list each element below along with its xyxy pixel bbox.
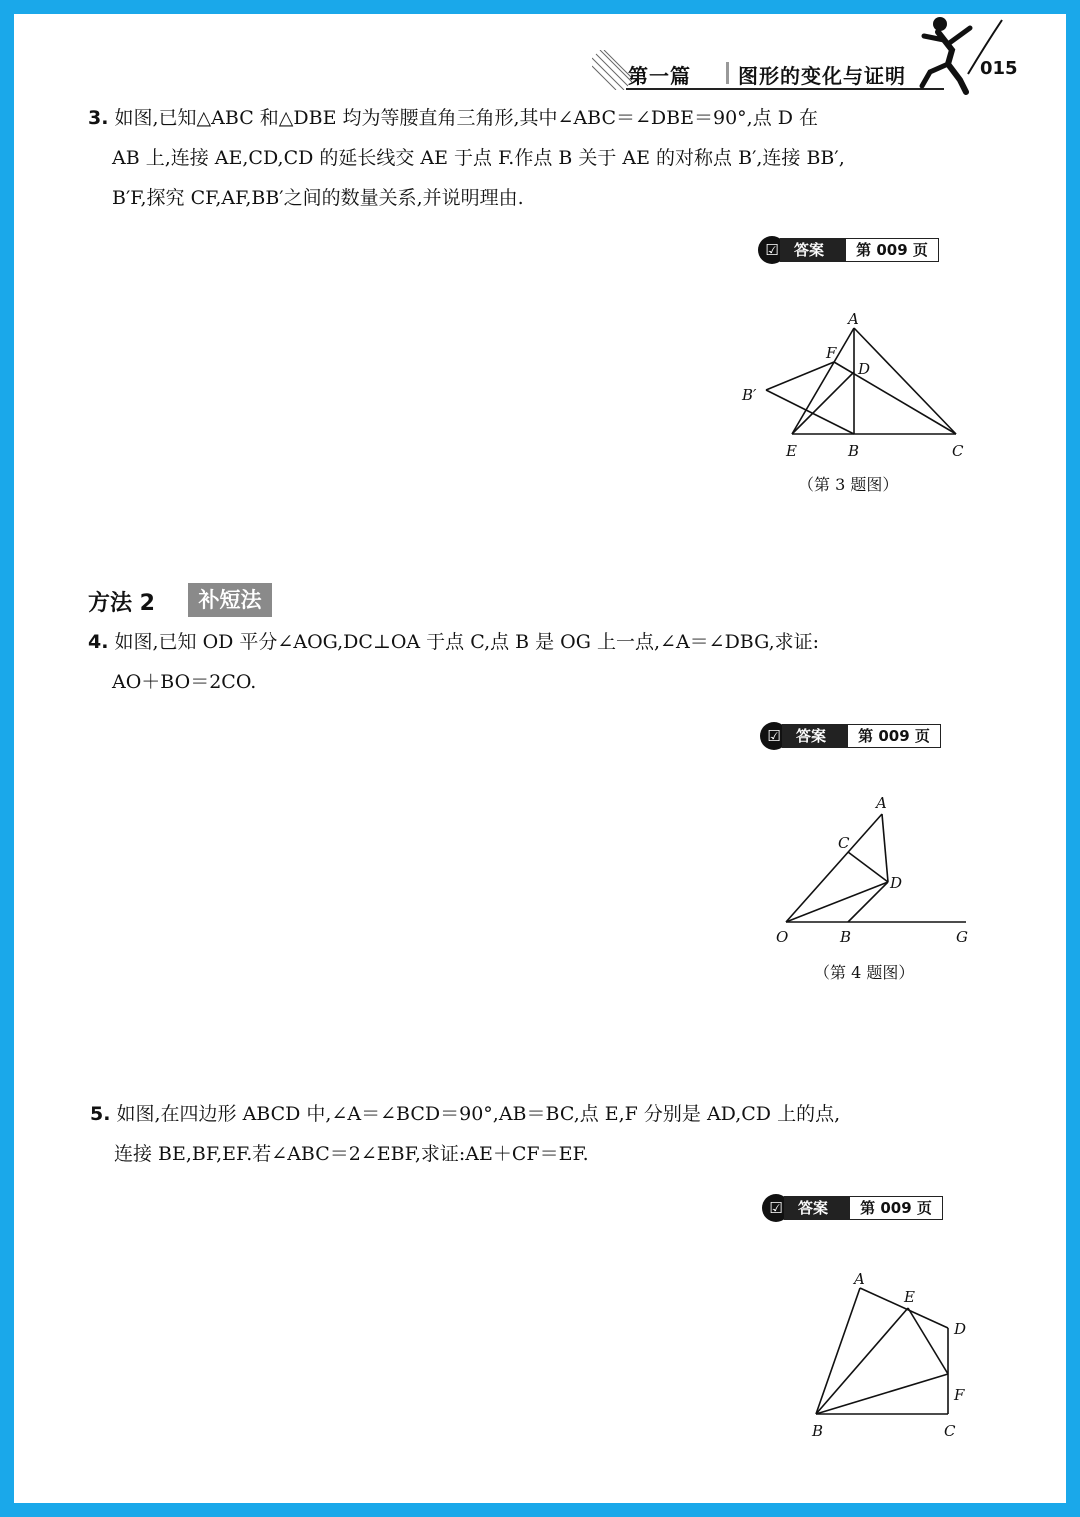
- label-F: F: [826, 344, 837, 362]
- label-D: D: [954, 1320, 967, 1338]
- segment-B-prime-F: [766, 362, 834, 390]
- figure-q3: [734, 310, 974, 460]
- segment-CF: [834, 362, 956, 434]
- segment-EF: [908, 1308, 948, 1374]
- segment-AB: [816, 1288, 860, 1414]
- question-3-number: 3.: [88, 107, 109, 129]
- label-A: A: [876, 794, 887, 812]
- question-4-line-1: 如图,已知 OD 平分∠AOG,DC⊥OA 于点 C,点 B 是 OG 上一点,∠A＝∠DBG,求证:: [114, 631, 820, 653]
- label-C: C: [944, 1422, 956, 1440]
- figure-q4: [764, 794, 984, 946]
- question-5-number: 5.: [90, 1103, 111, 1125]
- figure-q5: [804, 1270, 974, 1442]
- label-B: B: [812, 1422, 824, 1440]
- segment-BD: [848, 882, 888, 922]
- label-D: D: [890, 874, 903, 892]
- answer-page: 第 009 页: [850, 1196, 943, 1220]
- textbook-page: [14, 14, 1066, 1503]
- answer-badge-q5[interactable]: [762, 1194, 942, 1222]
- segment-AD: [882, 814, 888, 882]
- method-title: 方法 2: [88, 591, 155, 616]
- label-B-prime: B′: [742, 386, 757, 404]
- header-part-title: 第一篇: [628, 64, 691, 88]
- question-5: [90, 1094, 840, 1174]
- question-5-line-2: 连接 BE,BF,EF.若∠ABC＝2∠EBF,求证:AE＋CF＝EF.: [114, 1143, 589, 1165]
- question-4: [88, 622, 819, 702]
- answer-badge-q3[interactable]: [758, 236, 938, 264]
- segment-OA: [786, 814, 882, 922]
- runner-icon: [908, 14, 1004, 96]
- header-separator: [726, 62, 729, 84]
- answer-page: 第 009 页: [848, 724, 941, 748]
- label-D: D: [858, 360, 871, 378]
- caption-q4: （第 4 题图）: [814, 963, 915, 982]
- question-4-line-2: AO＋BO＝2CO.: [112, 671, 257, 693]
- label-E: E: [786, 442, 797, 460]
- label-C: C: [952, 442, 964, 460]
- label-B: B: [848, 442, 860, 460]
- question-4-number: 4.: [88, 631, 109, 653]
- answer-check-icon: ☑: [762, 1194, 790, 1222]
- label-O: O: [776, 928, 789, 946]
- answer-page: 第 009 页: [846, 238, 939, 262]
- page-number: 015: [980, 58, 1018, 79]
- segment-BB-prime: [766, 390, 854, 434]
- segment-OD: [786, 882, 888, 922]
- answer-check-icon: ☑: [758, 236, 786, 264]
- segment-BF: [816, 1374, 948, 1414]
- question-5-line-1: 如图,在四边形 ABCD 中,∠A＝∠BCD＝90°,AB＝BC,点 E,F 分别是 AD,CD 上的点,: [116, 1103, 841, 1125]
- answer-badge-q4[interactable]: [760, 722, 940, 750]
- answer-label: 答案: [782, 724, 854, 748]
- question-3: [88, 98, 845, 218]
- label-F: F: [954, 1386, 965, 1404]
- label-E: E: [904, 1288, 915, 1306]
- answer-check-icon: ☑: [760, 722, 788, 750]
- question-3-line-2: AB 上,连接 AE,CD,CD 的延长线交 AE 于点 F.作点 B 关于 AE 的对称点 B′,连接 BB′,: [112, 147, 845, 169]
- question-3-line-1: 如图,已知△ABC 和△DBE 均为等腰直角三角形,其中∠ABC＝∠DBE＝90°,点 D 在: [114, 107, 819, 129]
- label-G: G: [956, 928, 968, 946]
- label-A: A: [848, 310, 859, 328]
- segment-BE: [816, 1308, 908, 1414]
- answer-label: 答案: [780, 238, 852, 262]
- label-A: A: [854, 1270, 865, 1288]
- question-3-line-3: B′F,探究 CF,AF,BB′之间的数量关系,并说明理由.: [112, 187, 524, 209]
- label-B: B: [840, 928, 852, 946]
- segment-CD: [848, 852, 888, 882]
- segment-AC: [854, 328, 956, 434]
- method-tag: 补短法: [188, 583, 272, 617]
- answer-label: 答案: [784, 1196, 856, 1220]
- caption-q3: （第 3 题图）: [798, 475, 899, 494]
- label-C: C: [838, 834, 850, 852]
- header-chapter-title: 图形的变化与证明: [738, 64, 906, 88]
